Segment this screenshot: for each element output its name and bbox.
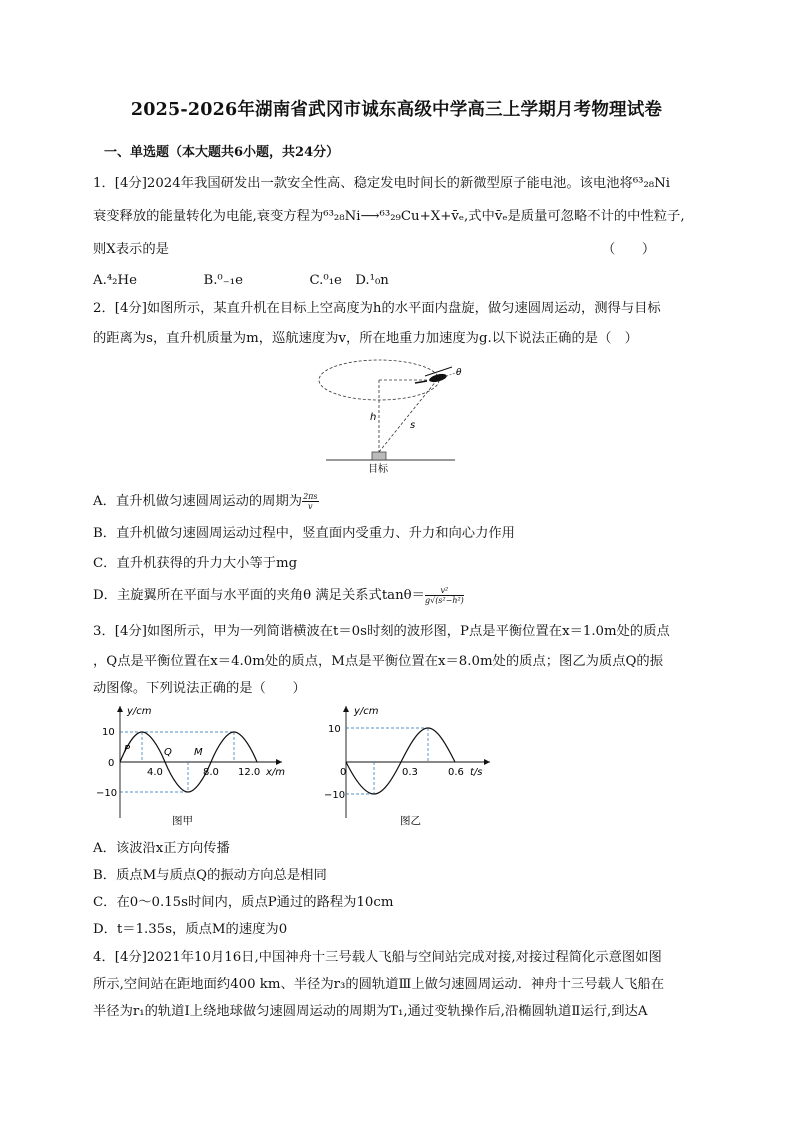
h-label: h: [370, 412, 377, 423]
yi-caption: 图乙: [400, 815, 421, 827]
q2-line2: 的距离为s，直升机质量为m，巡航速度为v，所在地重力加速度为g.以下说法正确的是（ ）: [93, 331, 638, 346]
q2-line1: 2．[4分]如图所示，某直升机在目标上空高度为h的水平面内盘旋，做匀速圆周运动，测得与目标: [93, 301, 661, 316]
jia-xlabel: x/m: [266, 767, 286, 778]
q2-option-c: C．直升机获得的升力大小等于mg: [93, 556, 298, 571]
q1-line3: 则X表示的是: [93, 242, 169, 257]
s-label: s: [410, 420, 416, 431]
q3-option-b: B．质点M与质点Q的振动方向总是相同: [93, 868, 327, 883]
theta-label: θ: [456, 368, 462, 378]
yi-xtick-0.3: 0.3: [402, 767, 418, 778]
point-p-label: P: [124, 744, 131, 755]
jia-caption: 图甲: [172, 815, 193, 827]
q2-helicopter-figure: [310, 354, 470, 476]
yi-ylabel: y/cm: [354, 706, 379, 717]
q3-line2: ，Q点是平衡位置在x＝4.0m处的质点，M点是平衡位置在x＝8.0m处的质点；图乙为质点Q的振: [93, 654, 664, 669]
yi-ytick-neg10: −10: [324, 790, 346, 801]
q3-line1: 3．[4分]如图所示，甲为一列简谐横波在t＝0s时刻的波形图，P点是平衡位置在x＝1.0m处的质点: [93, 624, 670, 639]
point-m-label: M: [194, 747, 203, 758]
jia-xtick-12: 12.0: [238, 767, 261, 778]
q3-option-a: A．该波沿x正方向传播: [93, 841, 230, 856]
page-title: 2025-2026年湖南省武冈市诚东高级中学高三上学期月考物理试卷: [130, 100, 663, 120]
q1-options: A.⁴₂He B.⁰₋₁e C.⁰₁e D.¹₀n: [93, 273, 389, 288]
jia-ytick-10: 10: [102, 727, 115, 738]
yi-origin: 0: [340, 767, 347, 778]
q3-option-d: D．t＝1.35s，质点M的速度为0: [93, 922, 288, 937]
jia-ylabel: y/cm: [127, 706, 152, 717]
q3-wave-graph-jia: [92, 700, 297, 828]
q3-vibration-graph-yi: [320, 700, 500, 828]
jia-ytick-0: 0: [108, 758, 115, 769]
yi-xtick-0.6: 0.6: [448, 767, 464, 778]
yi-ytick-10: 10: [328, 724, 341, 735]
helicopter-icon: [415, 367, 452, 384]
jia-xtick-4: 4.0: [147, 767, 163, 778]
q4-line3: 半径为r₁的轨道Ⅰ上绕地球做匀速圆周运动的周期为T₁,通过变轨操作后,沿椭圆轨道Ⅱ运行,到达A: [93, 1004, 648, 1019]
q1-line2: 衰变释放的能量转化为电能,衰变方程为⁶³₂₈Ni⟶⁶³₂₉Cu+X+v̄ₑ,式中v̄ₑ是质量可忽略不计的中性粒子,: [93, 209, 685, 224]
section-heading: 一、单选题（本大题共6小题，共24分）: [104, 145, 340, 160]
q3-line3: 动图像。下列说法正确的是（ ）: [93, 681, 306, 696]
q2-option-b: B．直升机做匀速圆周运动过程中，竖直面内受重力、升力和向心力作用: [93, 526, 515, 541]
point-q-label: Q: [164, 747, 172, 758]
target-label: 目标: [368, 464, 388, 475]
q1-answer-paren: （ ）: [602, 242, 656, 257]
q1-line1: 1．[4分]2024年我国研发出一款安全性高、稳定发电时间长的新微型原子能电池。该电池将⁶³₂₈Ni: [93, 176, 671, 191]
q2-option-d: D．主旋翼所在平面与水平面的夹角θ 满足关系式tanθ＝ $\frac{\text{v²}}{\text{g√(s²−h²)}}$: [93, 586, 464, 605]
q2-option-a: A．直升机做匀速圆周运动的周期为 $\frac{2\pi s}{v}$: [93, 492, 318, 511]
jia-xtick-8: 8.0: [203, 767, 219, 778]
q3-option-c: C．在0～0.15s时间内，质点P通过的路程为10cm: [93, 895, 394, 910]
jia-ytick-neg10: −10: [96, 788, 118, 799]
yi-xlabel: t/s: [470, 767, 483, 778]
q4-line2: 所示,空间站在距地面约400 km、半径为r₃的圆轨道Ⅲ上做匀速圆周运动．神舟十三号载人飞船在: [93, 977, 664, 992]
q4-line1: 4．[4分]2021年10月16日,中国神舟十三号载人飞船与空间站完成对接,对接过程简化示意图如图: [93, 950, 662, 965]
